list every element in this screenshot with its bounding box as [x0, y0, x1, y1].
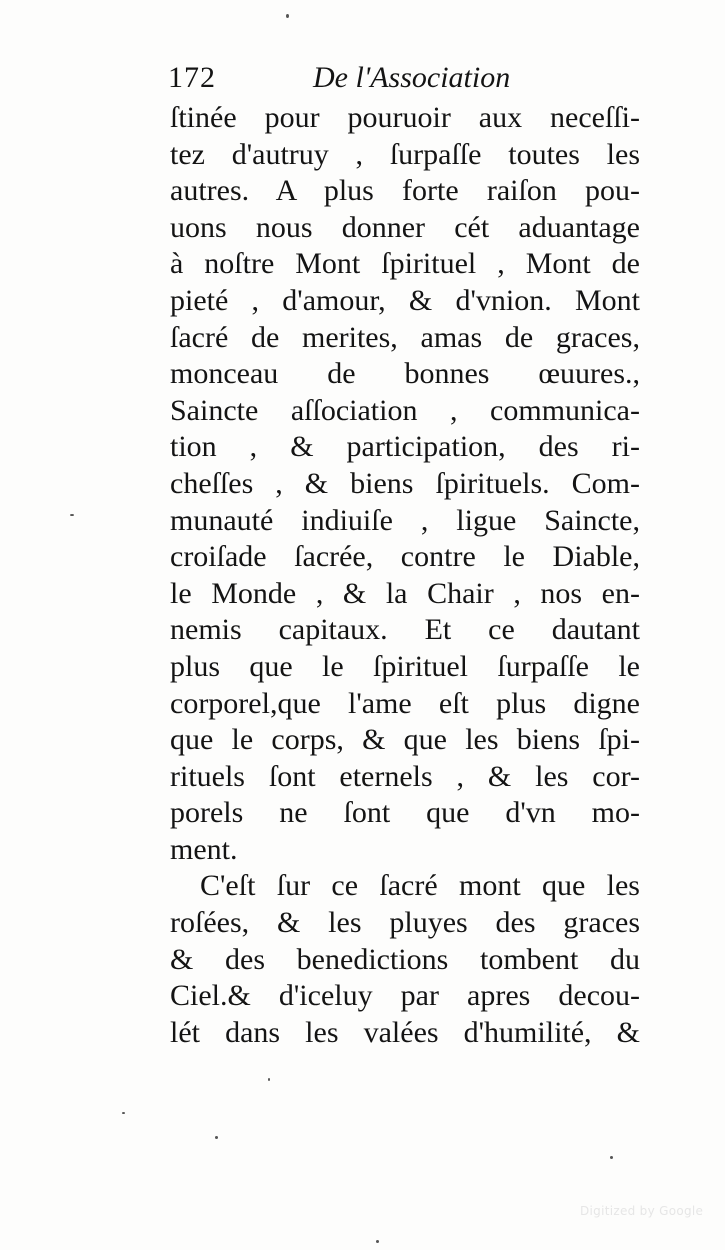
text-line: munauté indiuiſe , ligue Saincte, — [170, 503, 640, 537]
page-number: 172 — [168, 61, 216, 94]
text-line: à noſtre Mont ſpirituel , Mont de — [170, 247, 640, 281]
text-line: porels ne ſont que d'vn mo- — [170, 796, 640, 830]
paragraph-first-line: C'eſt ſur ce ſacré mont que les — [200, 869, 640, 903]
text-line: Ciel.& d'iceluy par apres decou- — [170, 979, 640, 1013]
text-line: croiſade ſacrée, contre le Diable, — [170, 540, 640, 574]
running-title: De l'Association — [313, 61, 511, 94]
ink-speck — [376, 1240, 379, 1243]
text-line: Saincte aſſociation , communica- — [170, 393, 640, 427]
text-line: nemis capitaux. Et ce dautant — [170, 613, 640, 647]
body-text — [170, 100, 640, 1051]
ink-speck — [70, 514, 74, 516]
text-line: autres. A plus forte raiſon pou- — [170, 174, 640, 208]
text-line: cheſſes , & biens ſpirituels. Com- — [170, 466, 640, 500]
text-line: le Monde , & la Chair , nos en- — [170, 576, 640, 610]
text-line: lét dans les valées d'humilité, & — [170, 1015, 640, 1049]
text-line: corporel,que l'ame eſt plus digne — [170, 686, 640, 720]
text-line: roſées, & les pluyes des graces — [170, 906, 640, 940]
ink-speck — [610, 1156, 613, 1159]
page-header — [168, 58, 638, 98]
ink-speck — [286, 14, 289, 18]
text-line: rituels ſont eternels , & les cor- — [170, 759, 640, 793]
ink-speck — [122, 1112, 125, 1114]
text-line: ſacré de merites, amas de graces, — [170, 320, 640, 354]
ink-speck — [268, 1078, 270, 1081]
text-line: ment. — [170, 832, 238, 866]
watermark: Digitized by Google — [580, 1204, 704, 1218]
text-line: plus que le ſpirituel ſurpaſſe le — [170, 649, 640, 683]
text-line: pieté , d'amour, & d'vnion. Mont — [170, 283, 640, 317]
text-line: uons nous donner cét aduantage — [170, 210, 640, 244]
text-line: & des benedictions tombent du — [170, 942, 640, 976]
text-line: monceau de bonnes œuures., — [170, 357, 640, 391]
text-line: tion , & participation, des ri- — [170, 430, 640, 464]
ink-speck — [215, 1136, 218, 1139]
text-line: que le corps, & que les biens ſpi- — [170, 723, 640, 757]
text-line: ſtinée pour pouruoir aux neceſſi- — [170, 101, 640, 134]
text-line: tez d'autruy , ſurpaſſe toutes les — [170, 137, 640, 171]
